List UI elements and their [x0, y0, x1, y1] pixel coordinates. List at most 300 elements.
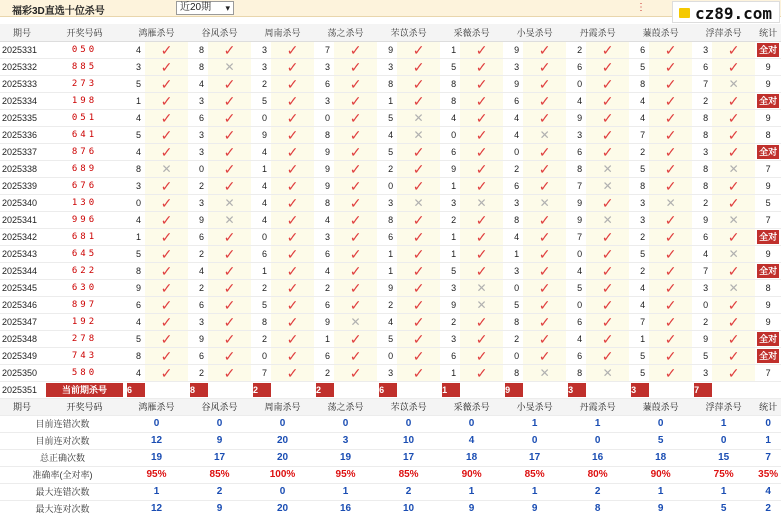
result-mark-cell	[523, 364, 566, 381]
stat-cell: 9	[755, 177, 781, 194]
check-icon: ✓	[223, 75, 236, 92]
result-mark-cell	[523, 58, 566, 75]
result-mark-cell	[712, 228, 755, 245]
kill-number-cell: 5	[125, 75, 145, 92]
kill-number-cell: 8	[629, 75, 649, 92]
result-mark-cell	[460, 143, 503, 160]
result-mark-cell	[271, 75, 314, 92]
col-expert[interactable]: 采薇杀号	[440, 24, 503, 41]
col-expert[interactable]: 谷风杀号	[188, 398, 251, 415]
result-mark-cell	[397, 194, 440, 211]
result-mark-cell	[334, 364, 377, 381]
check-icon: ✓	[286, 92, 299, 109]
check-icon: ✓	[475, 143, 488, 160]
check-icon: ✓	[727, 313, 740, 330]
kill-number-cell: 4	[440, 109, 460, 126]
result-mark-cell	[460, 228, 503, 245]
col-expert[interactable]: 鸿雁杀号	[125, 398, 188, 415]
result-mark-cell	[586, 143, 629, 160]
kill-number-cell: 5	[440, 262, 460, 279]
check-icon: ✓	[664, 279, 677, 296]
result-mark-cell	[208, 194, 251, 211]
check-icon: ✓	[223, 296, 236, 313]
check-icon: ✓	[223, 262, 236, 279]
col-expert[interactable]: 小旻杀号	[503, 24, 566, 41]
check-icon: ✓	[664, 126, 677, 143]
period-cell: 2025337	[0, 143, 44, 160]
kill-number-cell: 2	[377, 160, 397, 177]
result-mark-cell	[649, 75, 692, 92]
winning-number-cell: 641	[44, 126, 125, 143]
col-expert[interactable]: 芣苡杀号	[377, 24, 440, 41]
check-icon: ✓	[664, 143, 677, 160]
table-row	[0, 313, 781, 330]
kill-number-cell: 7	[566, 228, 586, 245]
winning-number-cell: 050	[44, 41, 125, 58]
cross-icon: ✕	[728, 246, 739, 261]
result-mark-cell	[712, 109, 755, 126]
result-mark-cell	[649, 126, 692, 143]
kill-number-cell: 3	[629, 194, 649, 211]
col-expert[interactable]: 鸿雁杀号	[125, 24, 188, 41]
col-expert[interactable]: 荡之杀号	[314, 398, 377, 415]
col-expert[interactable]: 谷风杀号	[188, 24, 251, 41]
check-icon: ✓	[412, 364, 425, 381]
col-expert[interactable]: 芣苡杀号	[377, 398, 440, 415]
kill-number-cell: 0	[251, 228, 271, 245]
check-icon: ✓	[601, 41, 614, 58]
result-mark-cell	[649, 279, 692, 296]
check-icon: ✓	[412, 177, 425, 194]
result-mark-cell	[397, 262, 440, 279]
summary-value: 0	[251, 415, 314, 432]
kill-number-cell: 4	[125, 41, 145, 58]
kill-number-cell: 4	[629, 92, 649, 109]
check-icon: ✓	[223, 347, 236, 364]
kill-number-cell: 3	[188, 194, 208, 211]
check-icon: ✓	[223, 279, 236, 296]
result-mark-cell	[145, 347, 188, 364]
col-expert[interactable]: 荡之杀号	[314, 24, 377, 41]
current-kill-cell	[125, 381, 145, 398]
result-mark-cell	[712, 245, 755, 262]
table-row	[0, 296, 781, 313]
result-mark-cell	[460, 313, 503, 330]
result-mark-cell	[145, 262, 188, 279]
table-row	[0, 92, 781, 109]
stat-cell: 9	[755, 245, 781, 262]
result-mark-cell	[523, 177, 566, 194]
check-icon: ✓	[727, 126, 740, 143]
col-expert[interactable]: 丹霞杀号	[566, 398, 629, 415]
check-icon: ✓	[475, 347, 488, 364]
kill-number-cell: 2	[692, 92, 712, 109]
cross-icon: ✕	[476, 195, 487, 210]
summary-total: 0	[755, 415, 781, 432]
winning-number-cell: 676	[44, 177, 125, 194]
check-icon: ✓	[412, 160, 425, 177]
current-kill-number: 3	[631, 383, 649, 397]
col-expert[interactable]: 丹霞杀号	[566, 24, 629, 41]
kill-number-cell: 4	[503, 126, 523, 143]
stat-cell: 8	[755, 126, 781, 143]
kill-number-cell: 8	[314, 194, 334, 211]
result-mark-cell	[271, 143, 314, 160]
summary-value: 0	[629, 415, 692, 432]
kill-number-cell: 4	[251, 143, 271, 160]
result-mark-cell	[460, 126, 503, 143]
result-mark-cell	[271, 58, 314, 75]
all-correct-badge: 全对	[759, 44, 778, 55]
all-correct-badge: 全对	[759, 95, 778, 106]
kill-number-cell: 1	[440, 177, 460, 194]
kill-number-cell: 2	[251, 279, 271, 296]
result-mark-cell	[586, 75, 629, 92]
current-kill-number: 8	[190, 383, 208, 397]
result-mark-cell	[271, 347, 314, 364]
check-icon: ✓	[475, 364, 488, 381]
check-icon: ✓	[286, 228, 299, 245]
kill-number-cell: 6	[314, 296, 334, 313]
check-icon: ✓	[664, 262, 677, 279]
check-icon: ✓	[727, 364, 740, 381]
cross-icon: ✕	[224, 212, 235, 227]
summary-value: 85%	[377, 466, 440, 483]
summary-value: 0	[503, 432, 566, 449]
check-icon: ✓	[475, 245, 488, 262]
result-mark-cell	[586, 245, 629, 262]
check-icon: ✓	[538, 296, 551, 313]
current-kill-cell	[440, 381, 460, 398]
result-mark-cell	[334, 211, 377, 228]
empty-cell	[649, 381, 692, 398]
kill-number-cell: 4	[503, 228, 523, 245]
cross-icon: ✕	[224, 59, 235, 74]
summary-value: 1	[503, 415, 566, 432]
result-mark-cell	[334, 160, 377, 177]
col-expert[interactable]: 浮萍杀号	[692, 398, 755, 415]
result-mark-cell	[271, 126, 314, 143]
kill-number-cell: 4	[125, 211, 145, 228]
col-expert[interactable]: 采薇杀号	[440, 398, 503, 415]
check-icon: ✓	[475, 177, 488, 194]
check-icon: ✓	[412, 75, 425, 92]
result-mark-cell	[460, 211, 503, 228]
check-icon: ✓	[601, 313, 614, 330]
kill-number-cell: 6	[314, 347, 334, 364]
summary-label: 目前连错次数	[0, 415, 125, 432]
all-correct-badge: 全对	[759, 231, 778, 242]
result-mark-cell	[649, 194, 692, 211]
col-expert[interactable]: 周南杀号	[251, 398, 314, 415]
kill-number-cell: 3	[314, 92, 334, 109]
result-mark-cell	[145, 211, 188, 228]
col-expert[interactable]: 小旻杀号	[503, 398, 566, 415]
kill-number-cell: 3	[692, 279, 712, 296]
kill-number-cell: 4	[377, 126, 397, 143]
check-icon: ✓	[664, 364, 677, 381]
summary-value: 20	[251, 432, 314, 449]
result-mark-cell	[523, 228, 566, 245]
summary-value: 2	[188, 483, 251, 500]
check-icon: ✓	[286, 262, 299, 279]
winning-number-cell: 192	[44, 313, 125, 330]
kill-number-cell: 1	[377, 92, 397, 109]
kill-number-cell: 2	[692, 313, 712, 330]
kill-number-cell: 4	[566, 330, 586, 347]
kill-number-cell: 6	[503, 177, 523, 194]
check-icon: ✓	[160, 262, 173, 279]
summary-value: 17	[503, 449, 566, 466]
result-mark-cell	[712, 364, 755, 381]
check-icon: ✓	[160, 364, 173, 381]
summary-value: 0	[188, 415, 251, 432]
check-icon: ✓	[727, 296, 740, 313]
stat-cell	[755, 347, 781, 364]
check-icon: ✓	[538, 313, 551, 330]
summary-value: 19	[125, 449, 188, 466]
current-kill-number: 2	[253, 383, 271, 397]
summary-value: 95%	[314, 466, 377, 483]
summary-value: 9	[629, 500, 692, 514]
kill-number-cell: 9	[188, 211, 208, 228]
check-icon: ✓	[286, 58, 299, 75]
period-range-select[interactable]	[176, 1, 234, 15]
result-mark-cell	[334, 228, 377, 245]
result-mark-cell	[334, 109, 377, 126]
kill-number-cell: 4	[629, 296, 649, 313]
summary-value: 3	[314, 432, 377, 449]
check-icon: ✓	[349, 58, 362, 75]
check-icon: ✓	[601, 330, 614, 347]
result-mark-cell	[460, 160, 503, 177]
result-mark-cell	[712, 296, 755, 313]
check-icon: ✓	[601, 92, 614, 109]
kill-number-cell: 4	[125, 109, 145, 126]
stat-cell: 7	[755, 160, 781, 177]
result-mark-cell	[712, 143, 755, 160]
table-header	[0, 24, 781, 41]
result-mark-cell	[208, 160, 251, 177]
more-icon[interactable]: ⋮	[636, 2, 646, 13]
result-mark-cell	[649, 58, 692, 75]
result-mark-cell	[712, 279, 755, 296]
kill-number-cell: 3	[440, 279, 460, 296]
cross-icon: ✕	[350, 314, 361, 329]
summary-total: 2	[755, 500, 781, 514]
result-mark-cell	[271, 262, 314, 279]
result-mark-cell	[334, 75, 377, 92]
check-icon: ✓	[727, 262, 740, 279]
kill-number-cell: 5	[377, 109, 397, 126]
summary-value: 18	[629, 449, 692, 466]
kill-number-cell: 2	[629, 228, 649, 245]
result-mark-cell	[586, 126, 629, 143]
header-row	[0, 398, 781, 415]
summary-value: 1	[629, 483, 692, 500]
check-icon: ✓	[664, 92, 677, 109]
col-expert[interactable]: 蒹葭杀号	[629, 24, 692, 41]
result-mark-cell	[460, 109, 503, 126]
summary-row	[0, 500, 781, 514]
check-icon: ✓	[349, 296, 362, 313]
kill-number-cell: 4	[314, 262, 334, 279]
result-mark-cell	[649, 313, 692, 330]
col-expert[interactable]: 浮萍杀号	[692, 24, 755, 41]
col-expert[interactable]: 蒹葭杀号	[629, 398, 692, 415]
kill-number-cell: 3	[125, 177, 145, 194]
result-mark-cell	[334, 58, 377, 75]
winning-number-cell: 273	[44, 75, 125, 92]
all-correct-badge: 全对	[759, 350, 778, 361]
result-mark-cell	[586, 58, 629, 75]
period-cell: 2025348	[0, 330, 44, 347]
kill-number-cell: 2	[692, 194, 712, 211]
check-icon: ✓	[286, 313, 299, 330]
check-icon: ✓	[538, 330, 551, 347]
summary-value: 9	[503, 500, 566, 514]
summary-value: 1	[125, 483, 188, 500]
kill-number-cell: 0	[125, 194, 145, 211]
cross-icon: ✕	[413, 127, 424, 142]
kill-number-cell: 9	[188, 330, 208, 347]
kill-number-cell: 3	[188, 126, 208, 143]
col-expert[interactable]: 周南杀号	[251, 24, 314, 41]
result-mark-cell	[334, 41, 377, 58]
site-logo[interactable]	[672, 1, 780, 23]
check-icon: ✓	[286, 330, 299, 347]
check-icon: ✓	[601, 347, 614, 364]
kill-number-cell: 3	[188, 92, 208, 109]
kill-number-cell: 2	[377, 296, 397, 313]
current-kill-cell	[314, 381, 334, 398]
result-mark-cell	[460, 41, 503, 58]
kill-number-cell: 6	[314, 245, 334, 262]
check-icon: ✓	[349, 109, 362, 126]
result-mark-cell	[208, 296, 251, 313]
check-icon: ✓	[601, 262, 614, 279]
cross-icon: ✕	[476, 280, 487, 295]
result-mark-cell	[586, 279, 629, 296]
kill-number-cell: 4	[503, 109, 523, 126]
kill-number-cell: 8	[503, 211, 523, 228]
kill-number-cell: 1	[125, 228, 145, 245]
result-mark-cell	[145, 58, 188, 75]
kill-number-cell: 1	[629, 330, 649, 347]
check-icon: ✓	[160, 228, 173, 245]
result-mark-cell	[145, 75, 188, 92]
summary-value: 9	[188, 432, 251, 449]
result-mark-cell	[397, 143, 440, 160]
result-mark-cell	[208, 211, 251, 228]
check-icon: ✓	[475, 92, 488, 109]
kill-number-cell: 6	[377, 228, 397, 245]
summary-value: 95%	[125, 466, 188, 483]
result-mark-cell	[649, 245, 692, 262]
period-cell: 2025344	[0, 262, 44, 279]
check-icon: ✓	[538, 262, 551, 279]
kill-number-cell: 4	[314, 211, 334, 228]
kill-number-cell: 6	[566, 58, 586, 75]
current-period-row	[0, 381, 781, 398]
col-period: 期号	[0, 398, 44, 415]
check-icon: ✓	[160, 194, 173, 211]
summary-value: 10	[377, 432, 440, 449]
check-icon: ✓	[664, 75, 677, 92]
kill-number-cell: 2	[251, 75, 271, 92]
check-icon: ✓	[475, 126, 488, 143]
result-mark-cell	[649, 143, 692, 160]
summary-value: 75%	[692, 466, 755, 483]
check-icon: ✓	[286, 160, 299, 177]
kill-number-cell: 7	[629, 126, 649, 143]
kill-number-cell: 8	[503, 364, 523, 381]
kill-number-cell: 0	[566, 296, 586, 313]
result-mark-cell	[586, 177, 629, 194]
header-row	[0, 24, 781, 41]
check-icon: ✓	[286, 126, 299, 143]
result-mark-cell	[208, 41, 251, 58]
check-icon: ✓	[349, 330, 362, 347]
kill-number-cell: 0	[377, 177, 397, 194]
check-icon: ✓	[160, 92, 173, 109]
kill-number-cell: 5	[629, 347, 649, 364]
table-row	[0, 177, 781, 194]
result-mark-cell	[397, 177, 440, 194]
summary-value: 85%	[188, 466, 251, 483]
result-mark-cell	[460, 296, 503, 313]
check-icon: ✓	[223, 109, 236, 126]
kill-number-cell: 2	[503, 330, 523, 347]
result-mark-cell	[712, 330, 755, 347]
summary-value: 17	[188, 449, 251, 466]
result-mark-cell	[334, 347, 377, 364]
result-mark-cell	[208, 58, 251, 75]
check-icon: ✓	[664, 58, 677, 75]
summary-value: 16	[314, 500, 377, 514]
result-mark-cell	[586, 296, 629, 313]
current-kill-cell	[503, 381, 523, 398]
table-body	[0, 41, 781, 398]
kill-number-cell: 9	[503, 41, 523, 58]
summary-row	[0, 483, 781, 500]
check-icon: ✓	[286, 75, 299, 92]
kill-number-cell: 3	[692, 143, 712, 160]
result-mark-cell	[271, 211, 314, 228]
check-icon: ✓	[349, 126, 362, 143]
check-icon: ✓	[727, 58, 740, 75]
result-mark-cell	[460, 58, 503, 75]
kill-number-cell: 5	[251, 296, 271, 313]
kill-number-cell: 8	[692, 160, 712, 177]
period-cell: 2025340	[0, 194, 44, 211]
period-range-value: 近20期	[180, 2, 212, 13]
check-icon: ✓	[160, 279, 173, 296]
check-icon: ✓	[538, 279, 551, 296]
summary-value: 18	[440, 449, 503, 466]
check-icon: ✓	[538, 58, 551, 75]
period-cell: 2025342	[0, 228, 44, 245]
period-cell: 2025339	[0, 177, 44, 194]
result-mark-cell	[145, 296, 188, 313]
check-icon: ✓	[664, 228, 677, 245]
summary-value: 5	[692, 500, 755, 514]
result-mark-cell	[586, 364, 629, 381]
kill-number-cell: 4	[629, 279, 649, 296]
period-cell: 2025335	[0, 109, 44, 126]
empty-cell	[586, 381, 629, 398]
kill-number-cell: 6	[629, 41, 649, 58]
